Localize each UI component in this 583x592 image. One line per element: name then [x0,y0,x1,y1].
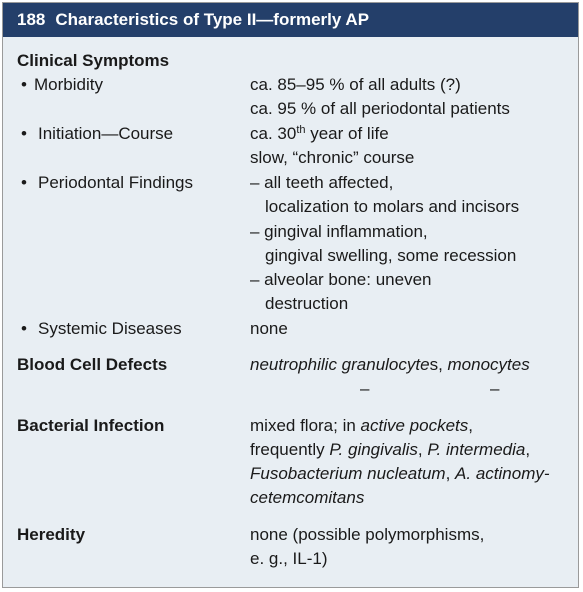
systemic-value: none [250,319,288,338]
table-title: Characteristics of Type II—formerly AP [55,10,370,29]
findings-label: Periodontal Findings [38,173,193,192]
bacterial-heading: Bacterial Infection [17,416,165,435]
table-number: 188 [17,10,46,29]
blood-cells: neutrophilic granulocytes, monocytes [250,355,530,374]
initiation-line1: ca. 30th year of life [250,124,389,143]
initiation-label: Initiation—Course [38,124,174,143]
bullet: • [21,319,27,338]
bullet: • [21,124,27,143]
table-header [3,3,578,37]
initiation-line2: slow, “chronic” course [250,148,415,167]
bullet: • [21,75,27,94]
table-panel [2,2,579,588]
findings-line: – gingival inflammation, [250,222,428,241]
bacterial-line4: cetemcomitans [250,488,365,507]
findings-line: gingival swelling, some recession [265,246,517,265]
systemic-label: Systemic Diseases [38,319,182,338]
bacterial-line3: Fusobacterium nucleatum, A. actinomy- [250,464,550,483]
clinical-heading: Clinical Symptoms [17,51,170,70]
bacterial-line1: mixed flora; in active pockets, [250,416,474,435]
morbidity-label: Morbidity [34,75,103,94]
defect-dash: – [360,379,370,398]
bacterial-line2: frequently P. gingivalis, P. intermedia, [250,440,531,459]
heredity-heading: Heredity [17,525,86,544]
heredity-line2: e. g., IL-1) [250,549,328,568]
morbidity-line2: ca. 95 % of all periodontal patients [250,99,510,118]
findings-line: – alveolar bone: uneven [250,270,432,289]
findings-line: localization to molars and incisors [265,197,520,216]
findings-line: – all teeth affected, [250,173,394,192]
morbidity-line1: ca. 85–95 % of all adults (?) [250,75,461,94]
bullet: • [21,173,27,192]
heredity-line1: none (possible polymorphisms, [250,525,485,544]
defect-dash: – [490,379,500,398]
findings-line: destruction [265,294,349,313]
blood-heading: Blood Cell Defects [17,355,168,374]
